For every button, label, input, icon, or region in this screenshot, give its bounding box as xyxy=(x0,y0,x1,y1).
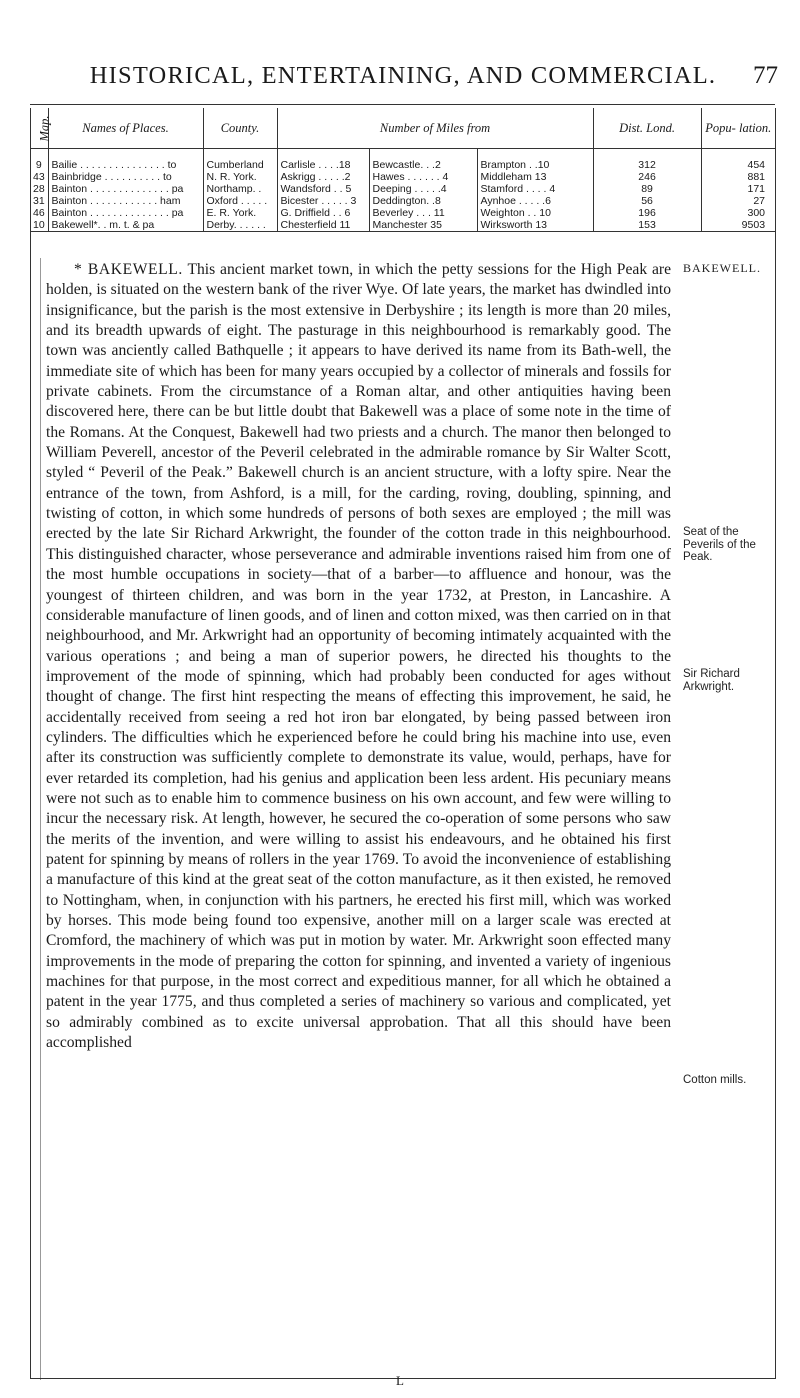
page-number: 77 xyxy=(753,62,778,89)
table-row xyxy=(30,171,775,183)
cell-miles-1: Chesterfield 11 xyxy=(277,219,369,232)
table-row xyxy=(30,183,775,195)
cell-map: 43 xyxy=(33,171,45,183)
gazetteer-table xyxy=(30,108,775,232)
cell-miles-3: Middleham 13 xyxy=(477,171,593,183)
page-title: HISTORICAL, ENTERTAINING, AND COMMERCIAL. xyxy=(89,62,717,89)
cell-miles-2: Beverley . . . 11 xyxy=(369,207,477,219)
col-names: Names of Places. xyxy=(48,108,203,149)
article-lead: * BAKEWELL. xyxy=(74,261,183,278)
col-miles: Number of Miles from xyxy=(277,108,593,149)
cell-county: Cumberland xyxy=(203,149,277,172)
cell-miles-1: Wandsford . . 5 xyxy=(277,183,369,195)
col-dist: Dist. Lond. xyxy=(593,108,701,149)
cell-dist: 56 xyxy=(593,195,701,207)
margin-note-bakewell: BAKEWELL. xyxy=(683,261,761,275)
cell-map: 10 xyxy=(30,219,48,232)
table-header-row xyxy=(30,108,775,149)
cell-map: 28 xyxy=(33,183,45,195)
article-text: This ancient market town, in which the petty sessions for the High Peak are holden, is situated on the western bank of the river Wye. Of late years, the market has dwindled into insignificance, but the parish is the most extensive in Derbyshire ; its length is more than 20 miles, and its breadth upwards of eight. The pasturage in this neighbourhood is remarkably good. The town was anciently called Bathquelle ; it appears to have derived its name from its Bath-well, the immediate site of which has been for many years occupied by a collector of minerals and fossils for private cabinets. From the circumstance of a Roman altar, and other antiquities having been discovered here, there can be but little doubt that Bakewell was a place of some note in the time of the Romans. At the Conquest, Bakewell had two priests and a church. The manor then belonged to William Peverell, ancestor of the Peveril celebrated in the admirable romance by Sir Walter Scott, styled “ Peveril of the Peak.” Bakewell church is an ancient structure, with a lofty spire. Near the entrance of the town, from Ashford, is a mill, for the carding, roving, doubling, spinning, and twisting of cotton, in which some hundreds of persons of both sexes are employed ; the mill was erected by the late Sir Richard Arkwright, the founder of the cotton trade in this neighbourhood. This distinguished character, whose perseverance and admirable inventions raised him from one of the most humble occupations in society—that of a barber—to affluence and honour, was the youngest of thirteen children, and was born in the year 1732, at Preston, in Lancashire. A considerable manufacture of linen goods, and of linen and cotton mixed, was then carried on in that neighbourhood, and Mr. Arkwright had an opportunity of becoming intimately acquainted with the various operations ; and being a man of superior powers, he directed his thoughts to the improvement of the mode of spinning, which had probably been conducted for ages without thought of change. The first hint respecting the means of effecting this improvement, he said, he accidentally received from seeing a red hot iron bar elongated, by being passed between iron cylinders. The difficulties which he experienced before he could bring his machine into use, even after its construction was sufficiently complete to demonstrate its value, would, perhaps, have for ever retarded its completion, had his genius and application been less ardent. His pecuniary means were not such as to enable him to commence business on his own account, and few were willing to incur the necessary risk. At length, however, he secured the co-operation of some persons who saw the merits of the invention, and were willing to assist his endeavours, and he obtained his first patent for spinning by means of rollers in the year 1769. To avoid the inconvenience of establishing a manufacture of this kind at the great seat of the cotton manufacture, as it then existed, he removed to Nottingham, when, in conjunction with his partners, he erected his first mill, which was worked by horses. This mode being found too expensive, another mill on a larger scale was erected at Cromford, the machinery of which was put in motion by water. Mr. Arkwright soon effected many improvements in the mode of preparing the cotton for spinning, and invented a variety of ingenious machines for that purpose, in the most correct and expeditious manner, for all which he obtained a patent in the year 1775, and thus completed a series of machinery so various and complicated, yet so admirably combined as to excite universal approbation. That all this should have been accomplished xyxy=(46,261,671,1052)
frame-left-rule xyxy=(30,108,31,1378)
cell-miles-1: G. Driffield . . 6 xyxy=(277,207,369,219)
cell-miles-1: Askrigg . . . . .2 xyxy=(277,171,369,183)
col-map: Map. xyxy=(30,108,48,149)
col-county: County. xyxy=(203,108,277,149)
top-rule xyxy=(30,104,775,105)
cell-pop: 27 xyxy=(701,195,775,207)
cell-county: Derby. . . . . . xyxy=(203,219,277,232)
cell-miles-3: Brampton . .10 xyxy=(477,149,593,172)
cell-county: Northamp. . xyxy=(203,183,277,195)
cell-miles-2: Deeping . . . . .4 xyxy=(369,183,477,195)
cell-miles-2: Bewcastle. . .2 xyxy=(369,149,477,172)
cell-county: Oxford . . . . . xyxy=(203,195,277,207)
cell-miles-2: Hawes . . . . . . 4 xyxy=(369,171,477,183)
cell-dist: 153 xyxy=(593,219,701,232)
cell-map: 31 xyxy=(33,195,45,207)
cell-dist: 312 xyxy=(593,149,701,172)
running-header xyxy=(28,62,778,92)
cell-county: N. R. York. xyxy=(203,171,277,183)
cell-miles-3: Aynhoe . . . . .6 xyxy=(477,195,593,207)
cell-pop: 171 xyxy=(701,183,775,195)
cell-name: Bainton . . . . . . . . . . . . . . pa xyxy=(48,207,203,219)
margin-note-peverils: Seat of the Peverils of the Peak. xyxy=(683,526,756,563)
table-row xyxy=(30,149,775,172)
cell-miles-3: Weighton . . 10 xyxy=(477,207,593,219)
cell-miles-1: Carlisle . . . .18 xyxy=(277,149,369,172)
cell-miles-2: Manchester 35 xyxy=(369,219,477,232)
signature-mark: L xyxy=(396,1373,404,1388)
cell-name: Bakewell*. . m. t. & pa xyxy=(48,219,203,232)
article-paragraph xyxy=(46,260,671,1053)
cell-name: Bailie . . . . . . . . . . . . . . . to xyxy=(48,149,203,172)
cell-miles-1: Bicester . . . . . 3 xyxy=(277,195,369,207)
gazetteer-table-wrap xyxy=(30,108,775,232)
cell-dist: 196 xyxy=(593,207,701,219)
margin-note-cotton-mills: Cotton mills. xyxy=(683,1074,747,1086)
table-row xyxy=(30,207,775,219)
cell-pop: 9503 xyxy=(701,219,775,232)
cell-pop: 454 xyxy=(701,149,775,172)
cell-county: E. R. York. xyxy=(203,207,277,219)
table-row xyxy=(30,219,775,232)
article-body xyxy=(46,260,671,1053)
text-left-rule xyxy=(40,258,41,1380)
cell-pop: 881 xyxy=(701,171,775,183)
frame-right-rule xyxy=(775,108,776,1378)
cell-map: 46 xyxy=(33,207,45,219)
cell-name: Bainton . . . . . . . . . . . . . . pa xyxy=(48,183,203,195)
col-population: Popu- lation. xyxy=(701,108,775,149)
cell-dist: 246 xyxy=(593,171,701,183)
cell-miles-3: Wirksworth 13 xyxy=(477,219,593,232)
cell-dist: 89 xyxy=(593,183,701,195)
cell-pop: 300 xyxy=(701,207,775,219)
cell-map: 9 xyxy=(35,159,42,171)
table-row xyxy=(30,195,775,207)
cell-name: Bainton . . . . . . . . . . . . ham xyxy=(48,195,203,207)
margin-note-arkwright: Sir Richard Arkwright. xyxy=(683,668,740,693)
cell-miles-2: Deddington. .8 xyxy=(369,195,477,207)
cell-name: Bainbridge . . . . . . . . . . to xyxy=(48,171,203,183)
cell-miles-3: Stamford . . . . 4 xyxy=(477,183,593,195)
